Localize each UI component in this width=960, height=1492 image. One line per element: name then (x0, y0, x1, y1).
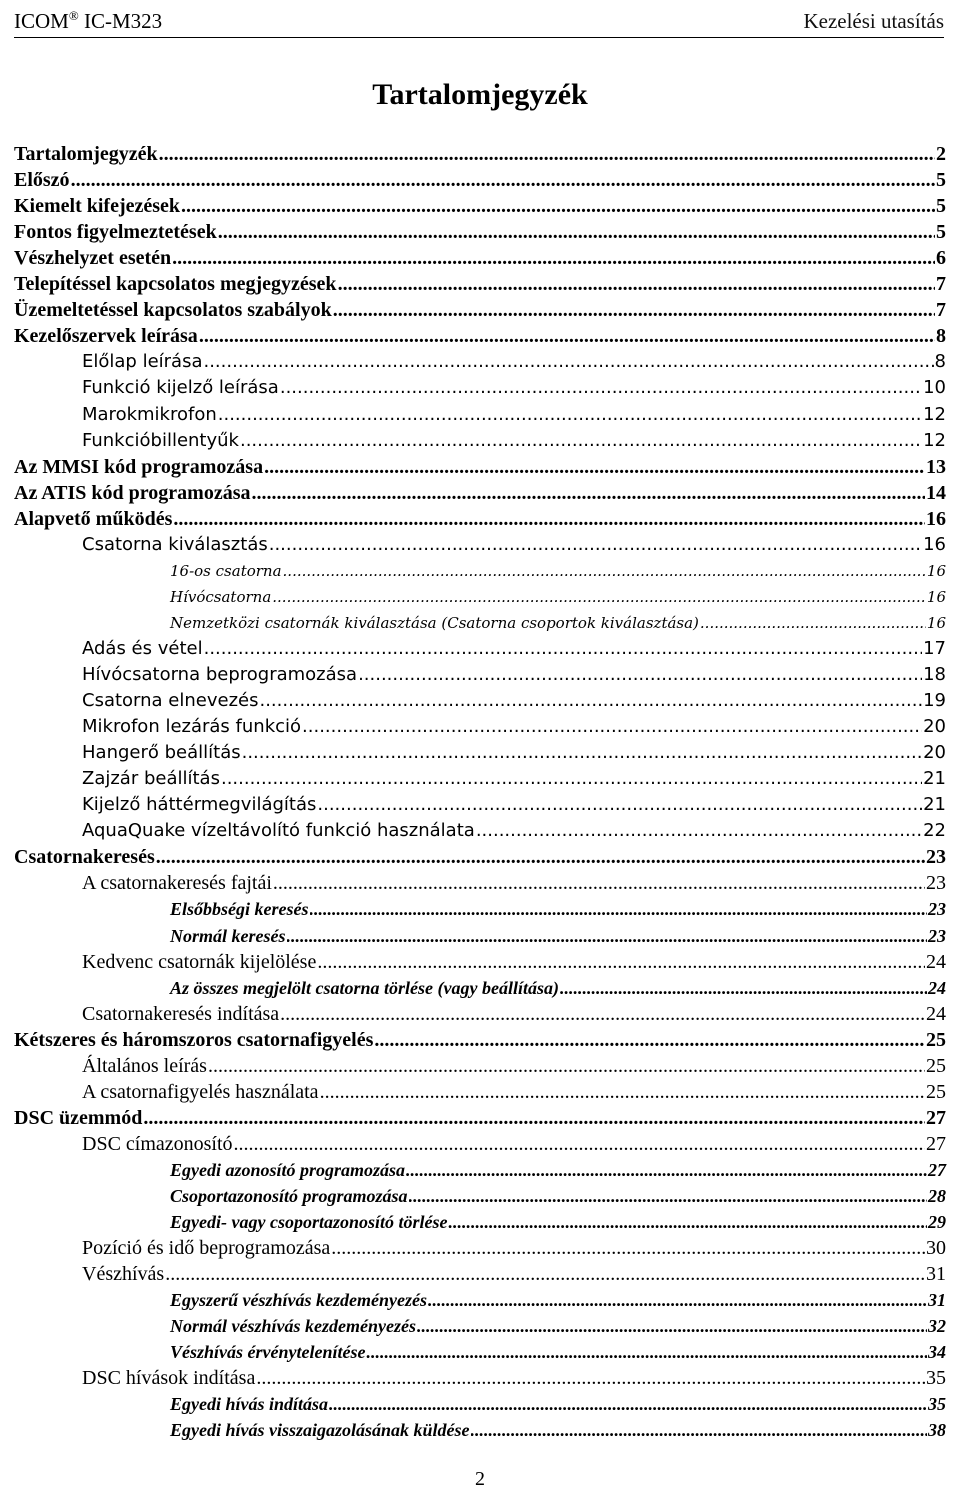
toc-entry-page: 24 (926, 951, 946, 973)
page-title: Tartalomjegyzék (372, 78, 588, 111)
document-type: Kezelési utasítás (803, 9, 944, 33)
toc-leader-dots (173, 506, 925, 532)
toc-entry-page: 19 (923, 690, 946, 711)
toc-entry-page: 35 (926, 1367, 946, 1389)
toc-entry-page: 27 (928, 1160, 946, 1180)
toc-entry-label: Egyedi hívás visszaigazolásának küldése (170, 1420, 470, 1440)
toc-entry-label: Csatorna elnevezés (82, 690, 259, 711)
toc-entry-page: 18 (923, 664, 946, 685)
toc-entry[interactable] (170, 584, 946, 610)
toc-leader-dots (310, 896, 928, 922)
toc-entry[interactable] (170, 975, 946, 1001)
toc-entry-label: Kijelző háttérmegvilágítás (82, 794, 317, 815)
toc-leader-dots (71, 167, 935, 193)
toc-leader-dots (165, 1261, 925, 1287)
toc-entry[interactable] (170, 1339, 946, 1365)
toc-entry-label: Az MMSI kód programozása (14, 456, 264, 478)
toc-entry-page: 29 (928, 1212, 946, 1232)
toc-entry[interactable] (14, 271, 946, 297)
toc-entry[interactable] (82, 1365, 946, 1391)
toc-entry[interactable] (14, 245, 946, 271)
toc-entry-page: 30 (926, 1237, 946, 1259)
page-header (14, 4, 944, 34)
toc-leader-dots (264, 454, 925, 480)
toc-entry[interactable] (82, 740, 946, 766)
toc-entry-label: Kiemelt kifejezések (14, 195, 181, 217)
toc-leader-dots (409, 1183, 927, 1209)
toc-entry-page: 8 (936, 325, 946, 347)
toc-entry-page: 23 (928, 899, 946, 919)
toc-leader-dots (417, 1313, 927, 1339)
toc-entry-page: 22 (923, 820, 946, 841)
toc-entry[interactable] (82, 532, 946, 558)
toc-leader-dots (333, 297, 935, 323)
toc-entry-label: Vészhívás (82, 1263, 165, 1285)
toc-leader-dots (204, 636, 923, 662)
toc-leader-dots (156, 844, 925, 870)
toc-entry-page: 5 (936, 195, 946, 217)
toc-entry[interactable] (82, 349, 946, 375)
toc-entry-page: 20 (923, 742, 946, 763)
toc-entry-page: 24 (926, 1003, 946, 1025)
toc-leader-dots (329, 1391, 927, 1417)
toc-entry-label: Csatornakeresés indítása (82, 1003, 280, 1025)
toc-entry-label: AquaQuake vízeltávolító funkció használata (82, 820, 475, 841)
toc-entry[interactable] (82, 766, 946, 792)
toc-entry-page: 6 (936, 247, 946, 269)
toc-leader-dots (203, 349, 933, 375)
toc-entry-page: 21 (923, 794, 946, 815)
toc-entry-label: Normál keresés (170, 926, 286, 946)
toc-entry[interactable] (170, 1391, 946, 1417)
toc-entry-label: Egyedi azonosító programozása (170, 1160, 406, 1180)
toc-entry-page: 16 (926, 588, 946, 606)
toc-entry[interactable] (170, 610, 946, 636)
toc-entry-label: Telepítéssel kapcsolatos megjegyzések (14, 273, 337, 295)
toc-entry-page: 34 (928, 1342, 946, 1362)
brand-name: ICOM (14, 9, 69, 33)
model-name: IC-M323 (83, 9, 163, 33)
toc-leader-dots (242, 740, 922, 766)
toc-leader-dots (560, 975, 927, 1001)
toc-leader-dots (273, 870, 925, 896)
toc-entry[interactable] (170, 1313, 946, 1339)
toc-leader-dots (338, 271, 935, 297)
toc-entry[interactable] (82, 662, 946, 688)
toc-entry-label: Az összes megjelölt csatorna törlése (vagy beállítása) (170, 978, 559, 998)
toc-entry-page: 16 (923, 534, 946, 555)
toc-entry-label: Alapvető működés (14, 508, 173, 530)
toc-entry[interactable] (14, 193, 946, 219)
toc-entry[interactable] (82, 1079, 946, 1105)
toc-entry-label: A csatornakeresés fajtái (82, 872, 272, 894)
toc-entry-page: 25 (926, 1081, 946, 1103)
toc-leader-dots (256, 1365, 925, 1391)
toc-entry-label: DSC címazonosító (82, 1133, 233, 1155)
toc-entry[interactable] (170, 1417, 946, 1443)
toc-leader-dots (320, 1079, 925, 1105)
toc-entry-label: Az ATIS kód programozása (14, 482, 251, 504)
toc-leader-dots (302, 714, 922, 740)
toc-entry-label: Vészhelyzet esetén (14, 247, 172, 269)
toc-entry-label: A csatornafigyelés használata (82, 1081, 319, 1103)
toc-entry-page: 31 (926, 1263, 946, 1285)
toc-entry[interactable] (82, 428, 946, 454)
toc-entry-page: 13 (926, 456, 946, 478)
toc-entry-label: Üzemeltetéssel kapcsolatos szabályok (14, 299, 332, 321)
toc-leader-dots (269, 532, 922, 558)
toc-leader-dots (221, 766, 922, 792)
toc-leader-dots (374, 1027, 925, 1053)
header-divider (14, 37, 944, 38)
toc-entry-page: 12 (923, 430, 946, 451)
toc-entry[interactable] (170, 1287, 946, 1313)
toc-entry[interactable] (14, 297, 946, 323)
toc-entry[interactable] (14, 219, 946, 245)
toc-entry-page: 25 (926, 1029, 946, 1051)
toc-entry-page: 7 (936, 273, 946, 295)
toc-entry-label: Előlap leírása (82, 351, 203, 372)
brand-logo (14, 8, 162, 34)
toc-leader-dots (280, 375, 922, 401)
toc-entry-page: 35 (928, 1394, 946, 1414)
toc-entry[interactable] (82, 870, 946, 896)
toc-leader-dots (199, 323, 935, 349)
toc-leader-dots (366, 1339, 927, 1365)
toc-leader-dots (234, 1131, 925, 1157)
toc-leader-dots (317, 792, 922, 818)
toc-entry-page: 31 (928, 1290, 946, 1310)
toc-entry[interactable] (170, 1183, 946, 1209)
toc-entry[interactable] (14, 1105, 946, 1131)
toc-leader-dots (287, 923, 928, 949)
toc-entry[interactable] (14, 141, 946, 167)
toc-entry-page: 16 (926, 562, 946, 580)
toc-entry-page: 27 (926, 1133, 946, 1155)
toc-entry-label: Elsőbbségi keresés (170, 899, 309, 919)
toc-entry-label: Kétszeres és háromszoros csatornafigyelés (14, 1029, 374, 1051)
toc-leader-dots (252, 480, 925, 506)
toc-entry-label: Csatorna kiválasztás (82, 534, 268, 555)
toc-entry[interactable] (82, 1053, 946, 1079)
toc-entry[interactable] (82, 636, 946, 662)
toc-leader-dots (280, 1001, 925, 1027)
toc-entry-page: 38 (928, 1420, 946, 1440)
toc-entry-label: Nemzetközi csatornák kiválasztása (Csatorna csoportok kiválasztása) (170, 614, 699, 632)
registered-mark: ® (68, 8, 79, 23)
toc-entry-page: 23 (926, 872, 946, 894)
toc-entry-label: Tartalomjegyzék (14, 143, 158, 165)
toc-entry-label: Adás és vétel (82, 638, 203, 659)
toc-leader-dots (448, 1209, 927, 1235)
toc-entry[interactable] (14, 480, 946, 506)
toc-entry[interactable] (170, 1157, 946, 1183)
toc-entry-label: Hívócsatorna (170, 588, 272, 606)
toc-leader-dots (172, 245, 935, 271)
toc-entry-page: 2 (936, 143, 946, 165)
toc-entry-page: 24 (928, 978, 946, 998)
toc-leader-dots (218, 402, 922, 428)
toc-entry[interactable] (82, 402, 946, 428)
toc-leader-dots (143, 1105, 925, 1131)
toc-entry-page: 14 (926, 482, 946, 504)
toc-leader-dots (331, 1235, 925, 1261)
toc-entry-label: Csatornakeresés (14, 846, 155, 868)
toc-entry-page: 23 (928, 926, 946, 946)
toc-leader-dots (240, 428, 922, 454)
toc-entry-page: 23 (926, 846, 946, 868)
toc-entry-label: Hívócsatorna beprogramozása (82, 664, 358, 685)
toc-entry[interactable] (82, 1261, 946, 1287)
toc-entry-label: Pozíció és idő beprogramozása (82, 1237, 331, 1259)
toc-entry-label: Zajzár beállítás (82, 768, 220, 789)
toc-entry-label: Egyszerű vészhívás kezdeményezés (170, 1290, 427, 1310)
toc-entry[interactable] (170, 1209, 946, 1235)
toc-entry-label: Mikrofon lezárás funkció (82, 716, 302, 737)
toc-entry-page: 7 (936, 299, 946, 321)
toc-entry-page: 21 (923, 768, 946, 789)
toc-entry-label: Egyedi hívás indítása (170, 1394, 329, 1414)
toc-entry[interactable] (82, 1235, 946, 1261)
toc-entry-page: 32 (928, 1316, 946, 1336)
toc-leader-dots (283, 558, 926, 584)
toc-entry[interactable] (170, 558, 946, 584)
toc-entry-label: DSC üzemmód (14, 1107, 143, 1129)
toc-leader-dots (428, 1287, 927, 1313)
toc-entry-label: Előszó (14, 169, 70, 191)
toc-leader-dots (317, 949, 925, 975)
toc-entry-page: 25 (926, 1055, 946, 1077)
toc-entry[interactable] (82, 1131, 946, 1157)
toc-entry-label: Kezelőszervek leírása (14, 325, 198, 347)
toc-leader-dots (159, 141, 935, 167)
toc-entry-label: Marokmikrofon (82, 404, 217, 425)
toc-entry-label: Hangerő beállítás (82, 742, 241, 763)
toc-entry-page: 12 (923, 404, 946, 425)
toc-leader-dots (218, 219, 935, 245)
toc-entry[interactable] (82, 949, 946, 975)
toc-leader-dots (259, 688, 922, 714)
toc-entry-label: Fontos figyelmeztetések (14, 221, 217, 243)
toc-entry[interactable] (82, 375, 946, 401)
toc-entry[interactable] (14, 844, 946, 870)
toc-entry[interactable] (170, 896, 946, 922)
toc-entry-page: 5 (936, 169, 946, 191)
toc-leader-dots (700, 610, 926, 636)
toc-entry[interactable] (14, 323, 946, 349)
toc-entry-label: Funkció kijelző leírása (82, 377, 279, 398)
toc-entry[interactable] (14, 167, 946, 193)
toc-entry-label: Csoportazonosító programozása (170, 1186, 408, 1206)
page-number: 2 (475, 1468, 485, 1490)
toc-entry-page: 17 (923, 638, 946, 659)
toc-entry-page: 10 (923, 377, 946, 398)
toc-entry-page: 8 (934, 351, 946, 372)
toc-leader-dots (358, 662, 922, 688)
toc-leader-dots (208, 1053, 925, 1079)
toc-entry-page: 28 (928, 1186, 946, 1206)
toc-entry[interactable] (14, 506, 946, 532)
toc-entry[interactable] (170, 923, 946, 949)
toc-entry-page: 5 (936, 221, 946, 243)
toc-entry-label: Egyedi- vagy csoportazonosító törlése (170, 1212, 448, 1232)
toc-entry-label: Kedvenc csatornák kijelölése (82, 951, 317, 973)
toc-entry-label: 16-os csatorna (170, 562, 282, 580)
toc-entry[interactable] (82, 792, 946, 818)
toc-entry[interactable] (82, 818, 946, 844)
toc-entry-label: Általános leírás (82, 1055, 207, 1077)
toc-leader-dots (476, 818, 922, 844)
toc-entry[interactable] (14, 1027, 946, 1053)
toc-entry-label: Funkcióbillentyűk (82, 430, 239, 451)
toc-entry[interactable] (82, 1001, 946, 1027)
toc-entry-page: 27 (926, 1107, 946, 1129)
toc-entry[interactable] (82, 714, 946, 740)
toc-entry-label: DSC hívások indítása (82, 1367, 256, 1389)
toc-leader-dots (181, 193, 935, 219)
toc-entry-page: 16 (926, 614, 946, 632)
toc-entry-page: 20 (923, 716, 946, 737)
toc-entry[interactable] (14, 454, 946, 480)
toc-leader-dots (471, 1417, 927, 1443)
toc-leader-dots (406, 1157, 927, 1183)
toc-entry-page: 16 (926, 508, 946, 530)
toc-entry-label: Vészhívás érvénytelenítése (170, 1342, 366, 1362)
toc-leader-dots (272, 584, 926, 610)
toc-entry-label: Normál vészhívás kezdeményezés (170, 1316, 416, 1336)
toc-entry[interactable] (82, 688, 946, 714)
